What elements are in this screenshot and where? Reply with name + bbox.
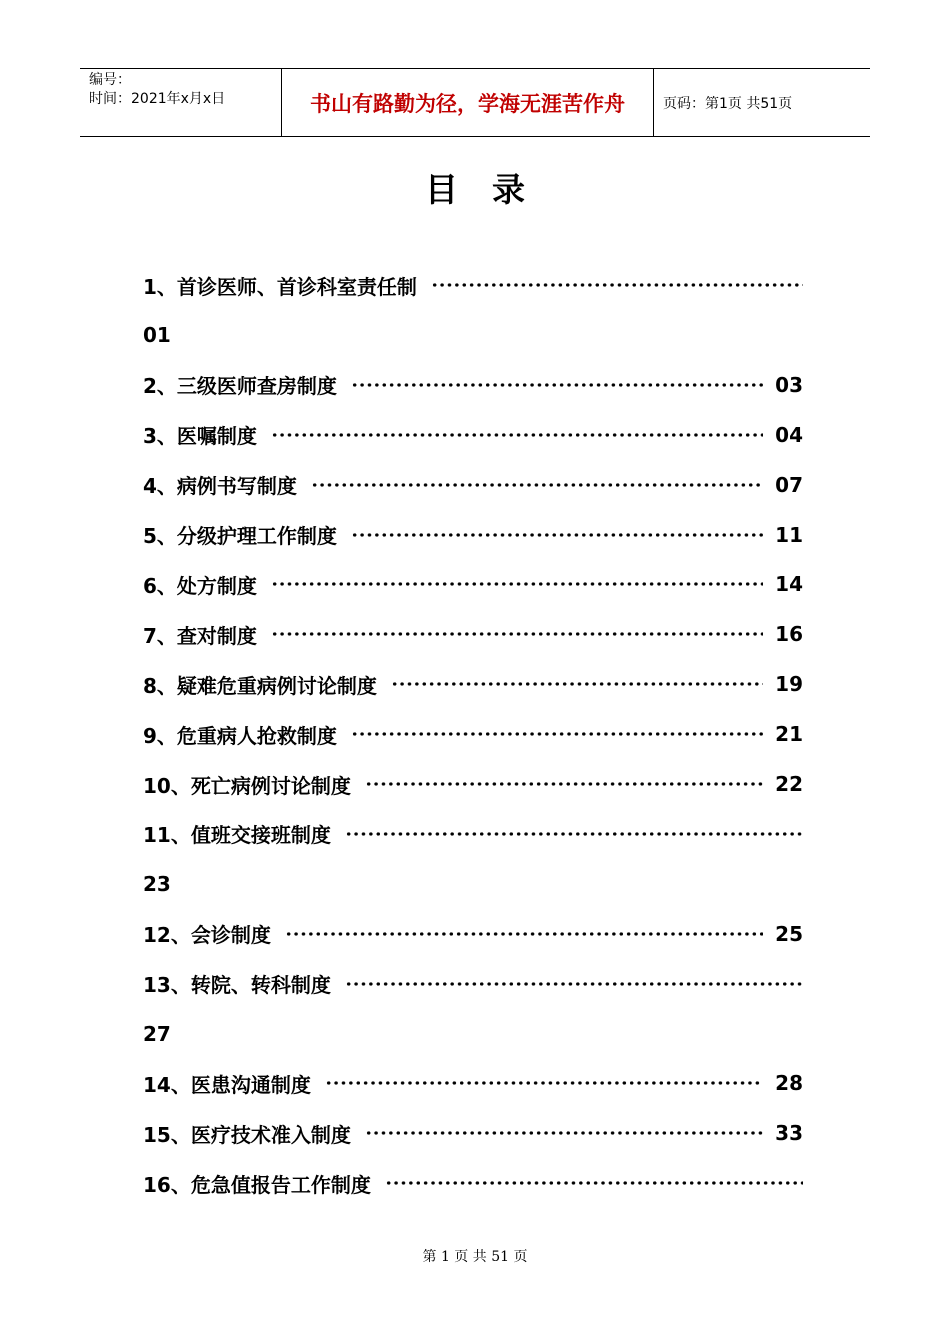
toc-entry[interactable] [143, 270, 803, 300]
toc-leader-dots [391, 682, 763, 686]
document-number-label: 编号： [89, 72, 131, 88]
toc-entry[interactable] [143, 569, 803, 599]
toc-leader-dots [325, 1081, 763, 1085]
toc-entry-page: 03 [775, 372, 803, 397]
toc-entry-label: 12、会诊制度 [143, 923, 271, 948]
toc-entry-page: 19 [775, 672, 803, 697]
toc-entry-label: 11、值班交接班制度 [143, 823, 331, 848]
page-footer: 第 1 页 共 51 页 [422, 1249, 528, 1265]
toc-entry-page: 04 [775, 422, 803, 447]
toc-entry[interactable] [143, 669, 803, 699]
toc-entry[interactable] [143, 370, 803, 400]
toc-entry[interactable] [143, 470, 803, 500]
toc-entry-page: 01 [143, 322, 171, 347]
toc-entry[interactable] [143, 619, 803, 649]
document-time-label: 时间：2021年x月x日 [89, 91, 226, 107]
toc-entry-page: 21 [775, 722, 803, 747]
toc-entry-label: 10、死亡病例讨论制度 [143, 773, 351, 798]
toc-leader-dots [285, 932, 763, 936]
toc-entry-label: 9、危重病人抢救制度 [143, 723, 337, 748]
toc-entry-label: 4、病例书写制度 [143, 474, 297, 499]
toc-entry[interactable] [143, 819, 803, 849]
toc-entry-label: 2、三级医师查房制度 [143, 374, 337, 399]
toc-entry[interactable] [143, 1068, 803, 1098]
header-page-info: 页码：第1页 共51页 [663, 95, 793, 112]
page-header [80, 68, 870, 137]
toc-entry[interactable] [143, 1118, 803, 1148]
toc-leader-dots [345, 832, 803, 836]
toc-leader-dots [365, 1131, 763, 1135]
header-motto: 书山有路勤为径，学海无涯苦作舟 [281, 69, 654, 136]
toc-entry-label: 14、医患沟通制度 [143, 1072, 311, 1097]
toc-entry-label: 1、首诊医师、首诊科室责任制 [143, 274, 417, 299]
toc-entry-label: 7、查对制度 [143, 623, 257, 648]
toc-entry[interactable] [143, 919, 803, 949]
toc-leader-dots [365, 782, 763, 786]
toc-leader-dots [351, 383, 763, 387]
toc-leader-dots [351, 533, 763, 537]
page-title: 目录 [425, 170, 559, 209]
toc-leader-dots [351, 732, 763, 736]
toc-entry-page: 07 [775, 472, 803, 497]
toc-entry-page: 16 [775, 622, 803, 647]
toc-entry-label: 13、转院、转科制度 [143, 973, 331, 998]
toc-entry-page: 23 [143, 871, 171, 896]
toc-entry-label: 16、危急值报告工作制度 [143, 1172, 371, 1197]
toc-entry-page: 14 [775, 572, 803, 597]
toc-entry-page: 33 [775, 1121, 803, 1146]
toc-entry[interactable] [143, 520, 803, 550]
toc-entry-page: 27 [143, 1021, 171, 1046]
toc-entry-page: 11 [775, 522, 803, 547]
toc-leader-dots [431, 283, 803, 287]
toc-entry-label: 5、分级护理工作制度 [143, 524, 337, 548]
toc-entry-label: 15、医疗技术准入制度 [143, 1122, 351, 1147]
toc-entry[interactable] [143, 719, 803, 749]
toc-entry-page: 25 [775, 921, 803, 946]
header-meta [80, 69, 281, 136]
toc-entry[interactable] [143, 969, 803, 999]
toc-leader-dots [271, 582, 763, 586]
toc-entry-page: 28 [775, 1071, 803, 1096]
toc-entry-label: 6、处方制度 [143, 573, 257, 598]
toc-entry[interactable] [143, 420, 803, 450]
toc-leader-dots [311, 483, 763, 487]
toc-entry[interactable] [143, 1168, 803, 1198]
toc-leader-dots [271, 632, 763, 636]
toc-leader-dots [385, 1181, 803, 1185]
toc-leader-dots [271, 433, 763, 437]
toc-entry[interactable] [143, 769, 803, 799]
toc-leader-dots [345, 982, 803, 986]
toc-entry-page: 22 [775, 772, 803, 796]
toc-entry-label: 8、疑难危重病例讨论制度 [143, 673, 377, 698]
toc-entry-label: 3、医嘱制度 [143, 424, 257, 449]
